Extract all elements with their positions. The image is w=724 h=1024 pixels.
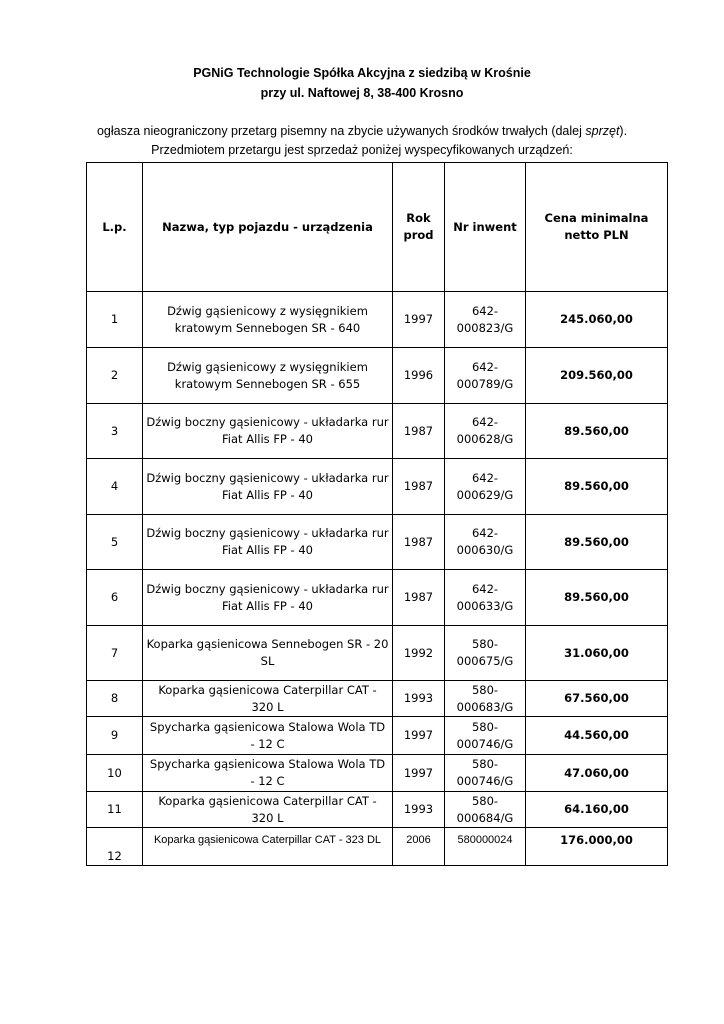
row-price: 89.560,00 [526, 459, 668, 515]
table-row [87, 515, 668, 570]
row-price: 67.560,00 [526, 681, 668, 717]
row-year: 1987 [393, 459, 445, 515]
table-row [87, 626, 668, 681]
row-price: 176.000,00 [526, 828, 668, 866]
row-year: 1987 [393, 570, 445, 626]
row-lp: 1 [87, 292, 143, 348]
row-price: 245.060,00 [526, 292, 668, 348]
row-year: 1987 [393, 404, 445, 459]
table-row [87, 792, 668, 828]
row-name: Dźwig boczny gąsienicowy - układarka rur Fiat Allis FP - 40 [143, 459, 393, 515]
row-price: 209.560,00 [526, 348, 668, 404]
announcement-line [0, 124, 724, 138]
row-lp: 4 [87, 459, 143, 515]
row-lp: 6 [87, 570, 143, 626]
row-inventory: 642-000630/G [445, 515, 526, 570]
row-lp: 5 [87, 515, 143, 570]
row-name: Koparka gąsienicowa Sennebogen SR - 20 SL [143, 626, 393, 681]
announcement-text: ogłasza nieograniczony przetarg pisemny na zbycie używanych środków trwałych (dalej [96, 124, 586, 138]
header-lp: L.p. [87, 163, 143, 292]
row-inventory: 642-000823/G [445, 292, 526, 348]
row-year: 2006 [393, 828, 445, 866]
announcement-end: ). [619, 124, 628, 138]
header-year: Rok prod [393, 163, 445, 292]
row-lp: 11 [87, 792, 143, 828]
header-price: Cena minimalna netto PLN [526, 163, 668, 292]
row-year: 1993 [393, 792, 445, 828]
row-price: 47.060,00 [526, 755, 668, 792]
table-row [87, 404, 668, 459]
table-row [87, 292, 668, 348]
row-lp: 10 [87, 755, 143, 792]
row-name: Koparka gąsienicowa Caterpillar CAT - 320 L [143, 681, 393, 717]
row-year: 1993 [393, 681, 445, 717]
row-year: 1997 [393, 717, 445, 755]
row-inventory: 642-000789/G [445, 348, 526, 404]
row-year: 1987 [393, 515, 445, 570]
row-name: Dźwig gąsienicowy z wysięgnikiem kratowym Sennebogen SR - 655 [143, 348, 393, 404]
table-body [87, 292, 668, 866]
table-header-row [87, 163, 668, 292]
row-lp: 2 [87, 348, 143, 404]
row-name: Spycharka gąsienicowa Stalowa Wola TD - 12 C [143, 755, 393, 792]
row-name: Koparka gąsienicowa Caterpillar CAT - 323 DL [143, 828, 393, 866]
row-price: 89.560,00 [526, 570, 668, 626]
row-inventory: 580000024 [445, 828, 526, 866]
row-name: Dźwig boczny gąsienicowy - układarka rur Fiat Allis FP - 40 [143, 570, 393, 626]
row-price: 64.160,00 [526, 792, 668, 828]
row-name: Dźwig gąsienicowy z wysięgnikiem kratowym Sennebogen SR - 640 [143, 292, 393, 348]
row-name: Dźwig boczny gąsienicowy - układarka rur Fiat Allis FP - 40 [143, 404, 393, 459]
header-name: Nazwa, typ pojazdu - urządzenia [143, 163, 393, 292]
row-lp: 7 [87, 626, 143, 681]
row-inventory: 580-000675/G [445, 626, 526, 681]
company-name: PGNiG Technologie Spółka Akcyjna z siedzibą w Krośnie [193, 66, 531, 80]
row-lp: 12 [87, 828, 143, 866]
row-lp: 9 [87, 717, 143, 755]
table-row [87, 459, 668, 515]
table-row [87, 348, 668, 404]
row-inventory: 642-000629/G [445, 459, 526, 515]
header-inventory: Nr inwent [445, 163, 526, 292]
table-row [87, 828, 668, 866]
row-inventory: 642-000628/G [445, 404, 526, 459]
row-inventory: 580-000746/G [445, 717, 526, 755]
row-name: Spycharka gąsienicowa Stalowa Wola TD - 12 C [143, 717, 393, 755]
table-row [87, 717, 668, 755]
subject-line: Przedmiotem przetargu jest sprzedaż poniżej wyspecyfikowanych urządzeń: [151, 143, 573, 157]
row-year: 1997 [393, 292, 445, 348]
row-name: Dźwig boczny gąsienicowy - układarka rur Fiat Allis FP - 40 [143, 515, 393, 570]
announcement-emphasis: sprzęt [585, 124, 620, 138]
equipment-table [86, 162, 668, 866]
row-inventory: 642-000633/G [445, 570, 526, 626]
table-row [87, 681, 668, 717]
row-price: 31.060,00 [526, 626, 668, 681]
table-row [87, 570, 668, 626]
row-lp: 3 [87, 404, 143, 459]
row-year: 1992 [393, 626, 445, 681]
row-price: 89.560,00 [526, 404, 668, 459]
row-inventory: 580-000684/G [445, 792, 526, 828]
row-name: Koparka gąsienicowa Caterpillar CAT - 320 L [143, 792, 393, 828]
table-row [87, 755, 668, 792]
row-lp: 8 [87, 681, 143, 717]
row-inventory: 580-000746/G [445, 755, 526, 792]
row-price: 44.560,00 [526, 717, 668, 755]
row-year: 1996 [393, 348, 445, 404]
row-inventory: 580-000683/G [445, 681, 526, 717]
company-address: przy ul. Naftowej 8, 38-400 Krosno [260, 86, 464, 100]
row-year: 1997 [393, 755, 445, 792]
row-price: 89.560,00 [526, 515, 668, 570]
